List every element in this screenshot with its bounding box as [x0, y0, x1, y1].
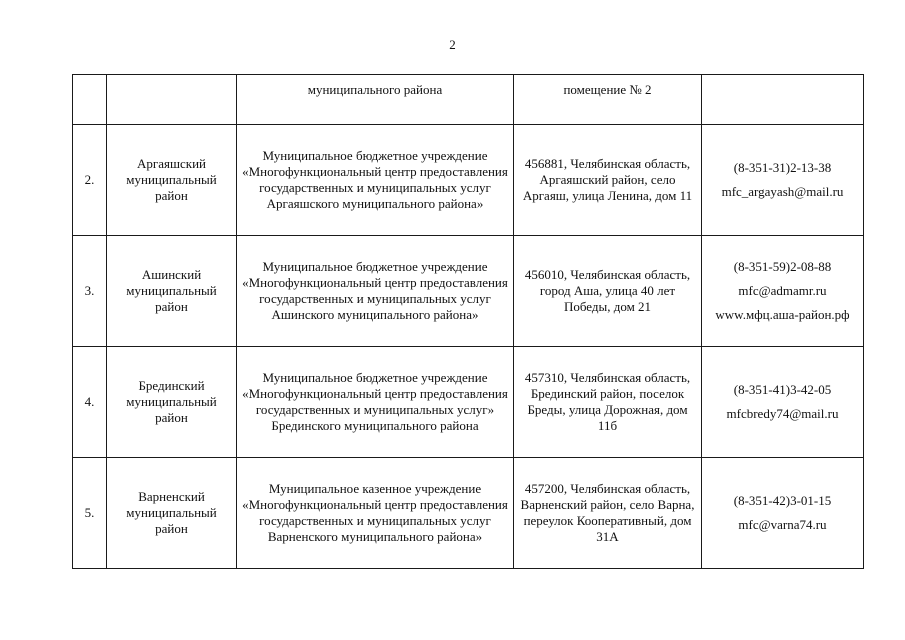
- table-row: [73, 236, 864, 347]
- contacts-cell: [702, 125, 864, 236]
- row-number: 4.: [73, 347, 107, 458]
- website-link[interactable]: www.мфц.аша-район.рф: [715, 307, 850, 322]
- district-name: Брединский муниципальный район: [107, 347, 237, 458]
- row-number: 5.: [73, 458, 107, 569]
- phone: (8-351-42)3-01-15: [733, 493, 832, 508]
- email-link[interactable]: mfc_argayash@mail.ru: [721, 184, 844, 199]
- district-name: Аргаяшский муниципальный район: [107, 125, 237, 236]
- email-link[interactable]: mfc@varna74.ru: [738, 517, 827, 532]
- mfc-table: [72, 74, 864, 569]
- district-name: Ашинский муниципальный район: [107, 236, 237, 347]
- institution-name: Муниципальное бюджетное учреждение «Многофункциональный центр предоставления государственных и муниципальных услуг Ашинского муниципального района»: [237, 236, 514, 347]
- address: 457310, Челябинская область, Брединский район, поселок Бреды, улица Дорожная, дом 11б: [514, 347, 702, 458]
- phone: (8-351-41)3-42-05: [733, 382, 832, 397]
- address: 456881, Челябинская область, Аргаяшский район, село Аргаяш, улица Ленина, дом 11: [514, 125, 702, 236]
- institution-name: Муниципальное бюджетное учреждение «Многофункциональный центр предоставления государственных и муниципальных услуг» Брединского муниципального района: [237, 347, 514, 458]
- row-number: 2.: [73, 125, 107, 236]
- contacts-cell: [702, 458, 864, 569]
- institution-name: Муниципальное казенное учреждение «Многофункциональный центр предоставления государственных и муниципальных услуг Варненского муниципального района»: [237, 458, 514, 569]
- email-link[interactable]: mfcbredy74@mail.ru: [726, 406, 839, 421]
- phone: (8-351-59)2-08-88: [733, 259, 832, 274]
- table-row: [73, 458, 864, 569]
- header-cell-district: [107, 75, 237, 125]
- page-number: 2: [449, 37, 456, 52]
- header-cell-number: [73, 75, 107, 125]
- institution-name: Муниципальное бюджетное учреждение «Многофункциональный центр предоставления государственных и муниципальных услуг Аргаяшского муниципального района»: [237, 125, 514, 236]
- header-cell-institution: муниципального района: [237, 75, 514, 125]
- table-row: [73, 125, 864, 236]
- row-number: 3.: [73, 236, 107, 347]
- address: 456010, Челябинская область, город Аша, улица 40 лет Победы, дом 21: [514, 236, 702, 347]
- district-name: Варненский муниципальный район: [107, 458, 237, 569]
- header-cell-contacts: [702, 75, 864, 125]
- table-header-continuation: [73, 75, 864, 125]
- header-cell-address: помещение № 2: [514, 75, 702, 125]
- phone: (8-351-31)2-13-38: [733, 160, 832, 175]
- email-link[interactable]: mfc@admamr.ru: [738, 283, 827, 298]
- contacts-cell: [702, 236, 864, 347]
- table-row: [73, 347, 864, 458]
- address: 457200, Челябинская область, Варненский район, село Варна, переулок Кооперативный, дом 31А: [514, 458, 702, 569]
- contacts-cell: [702, 347, 864, 458]
